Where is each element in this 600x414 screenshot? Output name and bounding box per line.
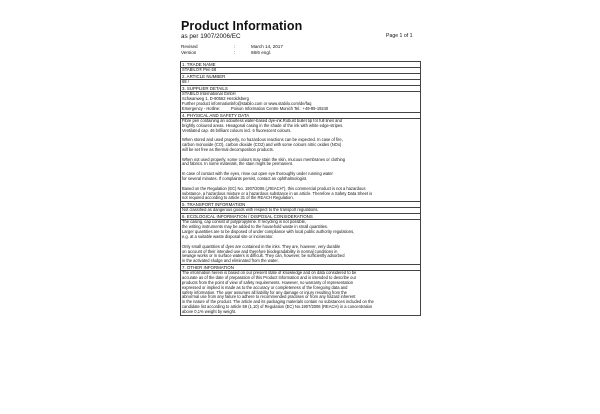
text-line: Larger quantities are to be disposed of under compliance with local public authority regulations, [182, 229, 355, 235]
text-line: e.g. at a suitable waste disposal site or incinerator. [182, 234, 274, 239]
text-line: above 0,1% weight by weight. [182, 309, 237, 315]
text-line: Fibre pen containing an odourless water-based dye-ink.Robust bullet tip for full lines and [182, 118, 342, 123]
text-line: Not classified as dangerous goods with respect to the transport regulations. [182, 208, 319, 213]
text-line: brightly coloured areas. Hexagonal casing in the shade of the ink with white edge-stripes. [182, 122, 344, 128]
revised-label: Revised [181, 44, 198, 49]
text-line: Only small quantities of dyes are contained in the inks. They are, however, very durable [182, 243, 341, 249]
info-table [180, 61, 421, 316]
supplier-address: Schwanweg 1, D-90562 Heroldsberg [182, 96, 249, 102]
text-line: The casing, cap consist of polypropylene. If recycling is not possible, [182, 220, 307, 225]
text-line: 68 / [182, 80, 189, 85]
version-separator: : [234, 50, 236, 56]
text-line: safety information. The user assumes all liability for any damage or injury resulting from the [182, 289, 347, 295]
text-line: candidate list according to article 59 (1,10) of Regulation (EC) No.1907/2006 (REACH) in a concentration [182, 304, 373, 310]
supplier-name: STABILO International GmbH [182, 92, 236, 97]
section-3-body [181, 92, 420, 112]
version-label: Version [181, 50, 197, 56]
revised-value: March 14, 2017 [251, 44, 283, 49]
section-7-title: 7. OTHER INFORMATION [181, 265, 420, 271]
section-6-body [181, 220, 420, 265]
text-line: will be set free as thermal decomposition products. [182, 146, 274, 152]
text-line: STABILO® Pen 68 [182, 68, 217, 73]
revised-separator: : [234, 44, 236, 49]
emergency-label: Emergency - Hotline: [182, 105, 221, 111]
text-line: Based on the Regulation (EC) No. 1907/2006 („REACH"), this commercial product is not a hazardous [182, 185, 366, 191]
version-value: 68/6 engl. [251, 50, 272, 56]
document-title: Product Information [181, 19, 303, 33]
emergency-row [182, 107, 419, 112]
document-subtitle: as per 1907/2006/EC [181, 33, 241, 40]
further-info-label: Further product information: [182, 100, 233, 106]
text-line: When stored and used properly, no hazardous reactions can be expected. In case of fire, [182, 137, 343, 143]
text-line: In case of contact with the eyes, rinse out open eye thoroughly under running water [182, 171, 333, 177]
section-7-body [181, 271, 420, 315]
text-line: When not used properly, some colours may stain the skin, mucous membranes or clothing [182, 156, 346, 162]
text-line: accurate as of the date of preparation of this Product Information and is intended to describe our [182, 275, 357, 281]
text-line: products from the point of view of safety requirements. However, no warranty of representation [182, 279, 354, 285]
section-5-title: 5. TRANSPORT INFORMATION [181, 202, 420, 208]
text-line: The information herein is based on our present state of knowledge and on data considered to be [182, 271, 357, 276]
text-line: abnormal use from any failure to adhere to recommended practises or from any hazard inherent [182, 294, 356, 300]
page-number: Page 1 of 1 [386, 33, 413, 39]
text-line: expressed or implied is made as to the accuracy or completeness of the foregoing data and [182, 284, 348, 290]
further-info-value: info@stabilo.com or www.stabilo.com/de/faq [231, 100, 312, 106]
text-line: not required according to article 31 of the REACH Regulation. [182, 195, 294, 201]
text-line: Ventilated cap. 46 brilliant colours incl. 6 fluorescent colours. [182, 127, 292, 133]
text-line: sewage works or in surface waters is difficult. They can, however, be sufficiently adsorbed [182, 253, 345, 259]
text-line: in the nature of the product. The article and its packaging materials contain no substances included on the [182, 299, 374, 305]
section-4-title: 4. PHYSICAL AND SAFETY DATA [181, 113, 420, 119]
text-line: for several minutes. If complaints persist, contact an ophthalmologist. [182, 176, 308, 181]
text-line: substance, a hazardous mixture or a hazardous substance in an article. Therefore a Safety Data Sheet is [182, 190, 373, 196]
section-2-title: 2. ARTICLE NUMBER [181, 74, 420, 80]
section-1-title: 1. TRADE NAME [181, 62, 420, 68]
section-6-title: 6. ECOLOGICAL INFORMATION / DISPOSAL CONSIDERATIONS [181, 214, 420, 220]
emergency-value: Poison Information Centre Munich Tel.: +49-89-19240 [231, 105, 329, 111]
text-line: on account of their intended use and therefore biodegradability in normal conditions in [182, 248, 338, 254]
text-line: and fabrics. In some materials, the stain might be permanent. [182, 161, 294, 167]
version-row [181, 50, 283, 56]
section-4-body [181, 119, 420, 202]
section-3-title: 3. SUPPLIER DETAILS [181, 86, 420, 92]
text-line: the writing instruments may be added to the household waste in small quantities. [182, 224, 329, 230]
revision-info [181, 44, 283, 56]
text-line: in the activated sludge and eliminated from the water. [182, 258, 279, 264]
text-line: carbon monoxide (CO), carbon dioxide (CO2) and with some colours nitric oxides (NOx) [182, 142, 342, 148]
